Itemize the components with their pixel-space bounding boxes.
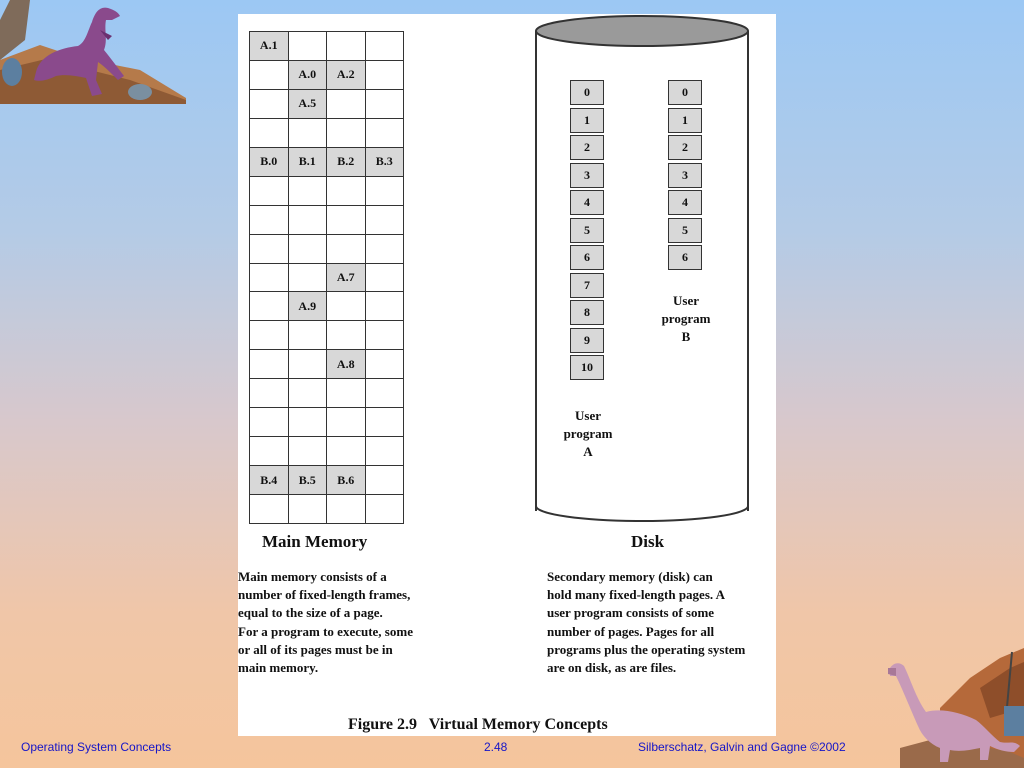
disk-page: 8	[570, 300, 604, 325]
memory-frame-empty	[250, 206, 289, 235]
memory-frame-empty	[327, 177, 366, 206]
memory-frame-empty	[289, 350, 328, 379]
disk-page: 1	[570, 108, 604, 133]
memory-frame-empty	[327, 495, 366, 524]
disk-page: 3	[668, 163, 702, 188]
disk-page: 6	[668, 245, 702, 270]
memory-frame-empty	[327, 408, 366, 437]
memory-frame-empty	[366, 350, 405, 379]
memory-frame-empty	[250, 379, 289, 408]
memory-frame-occupied: B.5	[289, 466, 328, 495]
memory-frame-empty	[327, 321, 366, 350]
brontosaurus-dinosaur-icon	[880, 648, 1024, 768]
memory-frame-occupied: B.1	[289, 148, 328, 177]
disk-caption: Disk	[631, 532, 665, 551]
memory-frame-empty	[366, 32, 405, 61]
memory-frame-empty	[366, 61, 405, 90]
memory-frame-empty	[327, 206, 366, 235]
disk-page: 6	[570, 245, 604, 270]
memory-frame-empty	[289, 235, 328, 264]
memory-frame-empty	[366, 466, 405, 495]
memory-frame-empty	[366, 437, 405, 466]
main-memory-caption: Main Memory	[262, 532, 368, 551]
memory-frame-empty	[366, 408, 405, 437]
memory-frame-empty	[289, 437, 328, 466]
memory-frame-occupied: A.8	[327, 350, 366, 379]
memory-frame-empty	[327, 32, 366, 61]
disk-page: 0	[570, 80, 604, 105]
memory-frame-empty	[366, 264, 405, 293]
memory-frame-empty	[289, 119, 328, 148]
memory-frame-empty	[366, 495, 405, 524]
main-memory-grid	[249, 31, 404, 524]
memory-frame-occupied: A.7	[327, 264, 366, 293]
memory-frame-empty	[289, 206, 328, 235]
memory-frame-empty	[327, 292, 366, 321]
memory-frame-empty	[250, 350, 289, 379]
figure-caption: Figure 2.9 Virtual Memory Concepts	[348, 716, 608, 733]
memory-frame-empty	[366, 379, 405, 408]
memory-frame-empty	[366, 177, 405, 206]
memory-frame-empty	[289, 32, 328, 61]
memory-frame-occupied: B.3	[366, 148, 405, 177]
disk-page: 5	[668, 218, 702, 243]
memory-frame-empty	[366, 206, 405, 235]
disk-page: 1	[668, 108, 702, 133]
memory-frame-empty	[250, 292, 289, 321]
memory-frame-empty	[327, 119, 366, 148]
memory-frame-occupied: B.2	[327, 148, 366, 177]
memory-frame-empty	[366, 90, 405, 119]
memory-frame-occupied: A.1	[250, 32, 289, 61]
memory-frame-empty	[366, 292, 405, 321]
user-program-b-label: User program B	[661, 293, 711, 344]
memory-frame-empty	[289, 379, 328, 408]
disk-page: 9	[570, 328, 604, 353]
memory-frame-empty	[250, 90, 289, 119]
user-program-a-label: User program A	[563, 408, 613, 459]
disk-page: 0	[668, 80, 702, 105]
memory-frame-occupied: A.9	[289, 292, 328, 321]
memory-frame-empty	[250, 264, 289, 293]
memory-frame-empty	[250, 119, 289, 148]
memory-frame-occupied: A.0	[289, 61, 328, 90]
trex-dinosaur-icon	[0, 0, 186, 104]
disk-page: 7	[570, 273, 604, 298]
memory-frame-occupied: A.2	[327, 61, 366, 90]
memory-frame-empty	[289, 408, 328, 437]
memory-frame-empty	[327, 437, 366, 466]
user-program-a-pages	[570, 80, 604, 383]
memory-frame-empty	[366, 321, 405, 350]
memory-frame-empty	[250, 495, 289, 524]
memory-frame-empty	[250, 437, 289, 466]
disk-page: 2	[668, 135, 702, 160]
memory-frame-empty	[366, 235, 405, 264]
memory-frame-empty	[289, 495, 328, 524]
memory-frame-empty	[289, 321, 328, 350]
memory-frame-empty	[250, 408, 289, 437]
disk-page: 2	[570, 135, 604, 160]
memory-frame-occupied: A.5	[289, 90, 328, 119]
memory-frame-empty	[250, 321, 289, 350]
footer-copyright: Silberschatz, Galvin and Gagne ©2002	[638, 740, 846, 754]
main-memory-description: Main memory consists of a number of fixed-length frames, equal to the size of a page. For a program to execute, some or all of its pages must be in main memory.	[238, 569, 413, 676]
user-program-b-pages	[668, 80, 702, 273]
memory-frame-empty	[327, 235, 366, 264]
memory-frame-empty	[250, 235, 289, 264]
memory-frame-empty	[250, 177, 289, 206]
disk-page: 10	[570, 355, 604, 380]
disk-page: 4	[668, 190, 702, 215]
memory-frame-empty	[250, 61, 289, 90]
disk-page: 4	[570, 190, 604, 215]
footer-course-title: Operating System Concepts	[21, 740, 172, 754]
memory-frame-empty	[289, 177, 328, 206]
memory-frame-occupied: B.6	[327, 466, 366, 495]
memory-frame-empty	[289, 264, 328, 293]
memory-frame-empty	[327, 90, 366, 119]
figure-panel	[238, 14, 776, 736]
memory-frame-occupied: B.4	[250, 466, 289, 495]
footer-page-number: 2.48	[484, 740, 508, 754]
disk-description: Secondary memory (disk) can hold many fixed-length pages. A user program consists of some number of pages. Pages for all programs plus the operating system are on disk, as are files.	[547, 569, 746, 676]
memory-frame-empty	[366, 119, 405, 148]
disk-page: 5	[570, 218, 604, 243]
disk-page: 3	[570, 163, 604, 188]
memory-frame-occupied: B.0	[250, 148, 289, 177]
memory-frame-empty	[327, 379, 366, 408]
